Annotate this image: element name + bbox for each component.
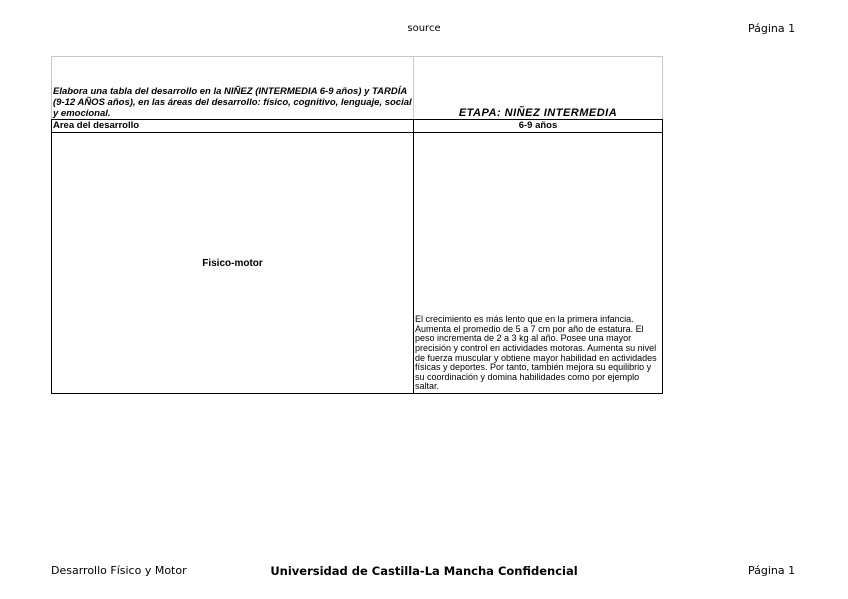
header-page-number: Página 1 [748, 22, 796, 35]
table-header-row [52, 120, 663, 133]
header-source: source [407, 23, 441, 34]
footer-document-title: Desarrollo Físico y Motor [51, 564, 187, 577]
footer-institution: Universidad de Castilla-La Mancha Confidencial [270, 564, 578, 578]
description-cell: El crecimiento es más lento que en la primera infancia. Aumenta el promedio de 5 a 7 cm por año de estatura. El peso incrementa de 2 a 3 kg al año. Posee una mayor precisión y control en actividades motoras. Aumenta su nivel de fuerza muscular y obtiene mayor habilidad en actividades físicas y deportes. Por tanto, también mejora su equilibrio y su coordinación y domina habilidades como por ejemplo saltar. [414, 133, 663, 394]
table-row [52, 133, 663, 394]
stage-title: ETAPA: NIÑEZ INTERMEDIA [414, 57, 663, 120]
footer-page-number: Página 1 [748, 564, 796, 577]
area-cell: Fisico-motor [52, 133, 414, 394]
table-title-row [52, 57, 663, 120]
table-prompt: Elabora una tabla del desarrollo en la NIÑEZ (INTERMEDIA 6-9 años) y TARDÍA (9-12 AÑOS años), en las áreas del desarrollo: físico, cognitivo, lenguaje, social y emocional. [52, 57, 414, 120]
development-table [51, 56, 663, 394]
column-header-age: 6-9 años [414, 120, 663, 133]
column-header-area: Area del desarrollo [52, 120, 414, 133]
